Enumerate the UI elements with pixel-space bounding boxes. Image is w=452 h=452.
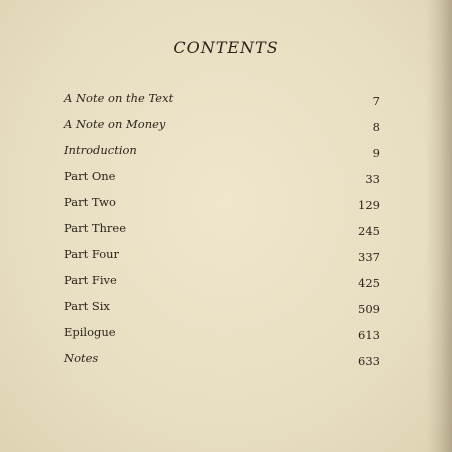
toc-entry-label: Part One: [64, 169, 116, 183]
toc-entry-label: Part Five: [64, 273, 117, 287]
page-title: CONTENTS: [173, 38, 279, 57]
toc-entry-page: 33: [365, 172, 380, 186]
toc-entry-page: 129: [358, 198, 380, 212]
toc-entry-page: 245: [358, 224, 380, 238]
toc-entry-page: 633: [358, 354, 380, 368]
toc-entry: [64, 166, 380, 192]
toc-entry-label: Part Four: [64, 247, 120, 261]
toc-entry-label: Introduction: [64, 143, 137, 157]
toc-entry-page: 8: [372, 120, 380, 134]
toc-entry-page: 509: [358, 302, 380, 316]
toc-entry: [64, 88, 380, 114]
toc-entry-page: 425: [358, 276, 380, 290]
toc-entry-page: 337: [358, 250, 380, 264]
toc-entry-label: Epilogue: [64, 325, 116, 339]
toc-entry-label: Part Six: [64, 299, 110, 313]
toc-entry-label: Notes: [64, 351, 99, 365]
page-edge-shadow: [426, 0, 452, 452]
table-of-contents: [64, 88, 380, 374]
toc-entry: [64, 296, 380, 322]
toc-entry: [64, 218, 380, 244]
toc-entry-label: A Note on the Text: [64, 91, 174, 105]
toc-entry-page: 7: [372, 94, 380, 108]
toc-entry-label: A Note on Money: [64, 117, 166, 131]
toc-entry: [64, 192, 380, 218]
toc-entry-page: 9: [372, 146, 380, 160]
toc-entry: [64, 270, 380, 296]
toc-entry: [64, 244, 380, 270]
toc-entry-page: 613: [358, 328, 380, 342]
toc-entry: [64, 348, 380, 374]
toc-entry-label: Part Two: [64, 195, 116, 209]
toc-entry-label: Part Three: [64, 221, 127, 235]
toc-entry: [64, 322, 380, 348]
toc-entry: [64, 114, 380, 140]
toc-entry: [64, 140, 380, 166]
